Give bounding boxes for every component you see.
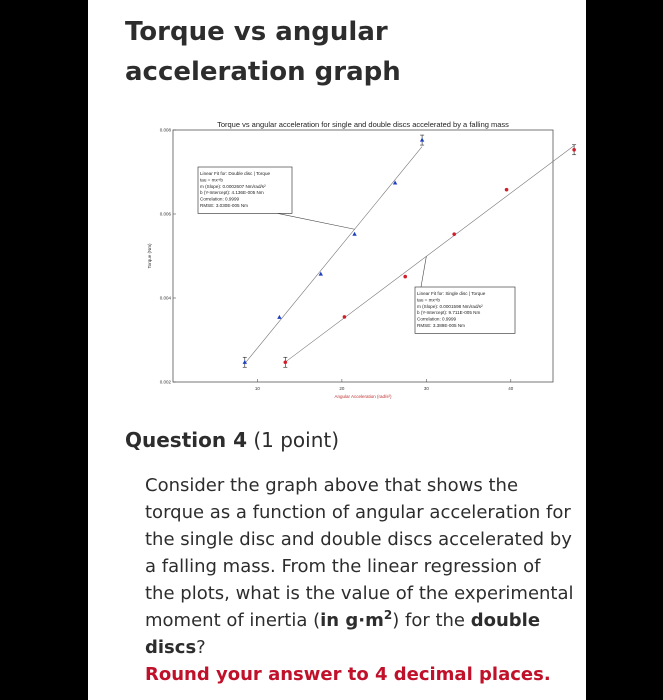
- x-tick-label: 10: [254, 386, 260, 391]
- y-tick-label: 0.006: [159, 211, 171, 217]
- annotation-leader: [278, 213, 355, 229]
- data-point-single-disc: [505, 188, 509, 192]
- fit-annotation-line: RMSE: 3.030E-005 Nm: [200, 203, 248, 208]
- question-text-part2: ) for the: [392, 610, 471, 631]
- question-unit: [320, 610, 392, 631]
- fit-annotation-line: m (Slope): 0.0002607 Nm/rad/s²: [200, 183, 266, 189]
- fit-annotation-line: b (Y-Intercept): 4.136E-005 Nm: [200, 190, 264, 196]
- x-tick-label: 30: [423, 386, 429, 391]
- data-point-single-disc: [452, 232, 456, 236]
- question-unit-exponent: 2: [383, 608, 393, 622]
- chart-title: Torque vs angular acceleration for single and double discs accelerated by a falling mass: [217, 120, 509, 129]
- x-tick-label: 20: [339, 386, 345, 391]
- y-axis-label: Torque (Nm): [147, 243, 152, 269]
- fit-annotation-line: b (Y-Intercept): 9.711E-005 Nm: [417, 310, 481, 316]
- question-header: [125, 428, 339, 452]
- question-text: [145, 472, 575, 688]
- fit-annotation-line: tau = mx+b: [200, 177, 223, 183]
- question-text-part1: Consider the graph above that shows the torque as a function of angular acceleration for the single disc and double discs accelerated by a falling mass. From the linear regression of the plots, what is the value of the experimental moment of inertia (: [145, 475, 574, 631]
- page-title: Torque vs angular acceleration graph: [125, 17, 401, 87]
- x-tick-label: 40: [508, 386, 514, 391]
- y-tick-label: 0.004: [159, 295, 171, 301]
- question-unit-text: in g·m: [320, 610, 384, 631]
- question-target: double discs: [145, 610, 541, 658]
- data-point-single-disc: [343, 315, 347, 319]
- x-axis-label: Angular Acceleration (rad/s²): [334, 394, 392, 399]
- fit-annotation-line: Linear Fit for: Single disc | Torque: [417, 291, 486, 296]
- question-instruction: Round your answer to 4 decimal places.: [145, 664, 551, 685]
- fit-annotation-line: RMSE: 3.389E-005 Nm: [417, 323, 465, 328]
- torque-chart: [88, 115, 586, 410]
- data-point-single-disc: [403, 275, 407, 279]
- question-label: Question 4: [125, 428, 247, 452]
- data-point-single-disc: [572, 148, 576, 152]
- data-point-double-disc: [352, 232, 356, 236]
- question-points: (1 point): [253, 428, 340, 452]
- fit-annotation-line: m (Slope): 0.0001598 Nm/rad/s²: [417, 303, 483, 309]
- data-point-double-disc: [420, 138, 424, 142]
- annotation-leader: [421, 256, 426, 287]
- chart-svg: [88, 115, 586, 410]
- y-tick-label: 0.008: [159, 127, 171, 133]
- data-point-double-disc: [277, 315, 281, 319]
- fit-annotation-line: tau = mx+b: [417, 297, 440, 303]
- fit-annotation-line: Linear Fit for: Double disc | Torque: [200, 171, 271, 176]
- fit-annotation-line: Correlation: 0.9999: [417, 316, 457, 322]
- content-page: [88, 0, 586, 700]
- y-tick-label: 0.002: [159, 379, 171, 385]
- fit-annotation-line: Correlation: 0.9999: [200, 196, 240, 202]
- question-text-part3: ?: [196, 637, 206, 658]
- data-point-single-disc: [284, 360, 288, 364]
